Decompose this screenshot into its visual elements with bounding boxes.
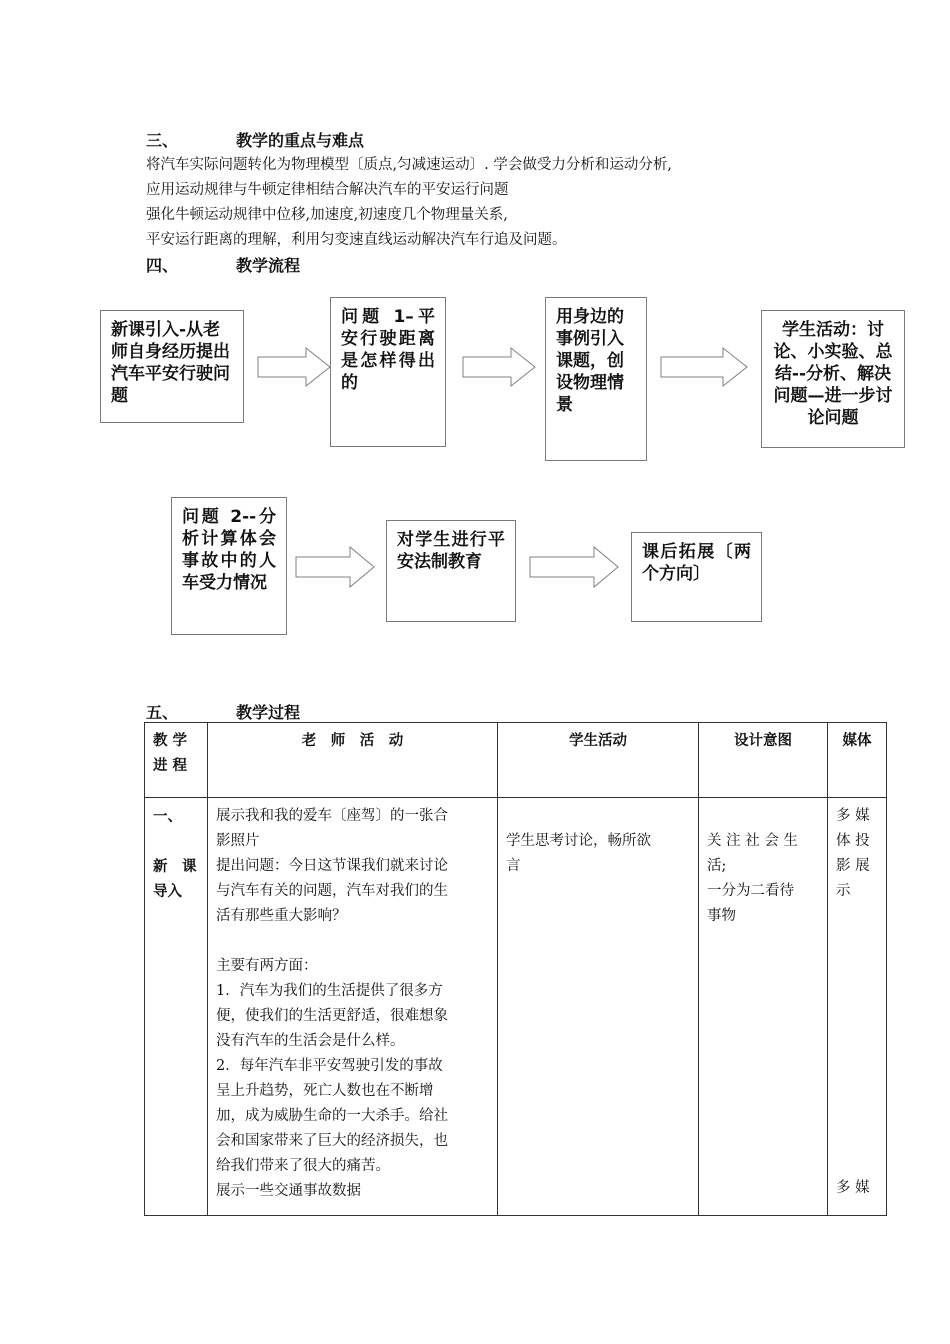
teacher-line: 与汽车有关的问题，汽车对我们的生 — [216, 883, 448, 899]
teacher-line: 加，成为威胁生命的一大杀手。给社 — [216, 1108, 448, 1124]
teacher-line: 会和国家带来了巨大的经济损失，也 — [216, 1133, 448, 1149]
stage-cell — [145, 798, 208, 1216]
section5-heading — [146, 700, 546, 722]
flow-box-extension: 课后拓展〔两个方向〕 — [631, 532, 762, 622]
flow-box-intro: 新课引入-从老师自身经历提出汽车平安行驶问题 — [100, 310, 244, 423]
flow-box-legal-education: 对学生进行平安法制教育 — [386, 520, 516, 622]
teacher-line: 1．汽车为我们的生活提供了很多方 — [216, 983, 443, 999]
teacher-line: 没有汽车的生活会是什么样。 — [216, 1033, 405, 1049]
header-design: 设计意图 — [699, 723, 828, 798]
section3-heading — [146, 128, 546, 150]
flow-arrow-1-icon — [256, 346, 332, 388]
header-stage-line-1: 教 学 — [153, 733, 188, 749]
table-row — [145, 798, 887, 1216]
teaching-process-table — [144, 722, 887, 1216]
section3-title: 教学的重点与难点 — [236, 131, 365, 150]
media-line-1: 多 媒 — [836, 808, 870, 824]
section5-title: 教学过程 — [236, 703, 301, 722]
flow-box-student-activity: 学生活动：讨论、小实验、总结--分析、解决问题—进一步讨论问题 — [761, 310, 905, 448]
teacher-line: 呈上升趋势，死亡人数也在不断增 — [216, 1083, 434, 1099]
section4-heading — [146, 253, 546, 275]
media-line-5: 多 媒 — [836, 1180, 870, 1196]
stage-number: 一、 — [153, 808, 182, 825]
teacher-line: 2．每年汽车非平安驾驶引发的事故 — [216, 1058, 443, 1074]
flow-arrow-2-icon — [461, 346, 537, 388]
teacher-line: 主要有两方面： — [216, 958, 318, 974]
media-line-4: 示 — [836, 883, 851, 899]
section3-line-3: 强化牛顿运动规律中位移,加速度,初速度几个物理量关系, — [146, 207, 508, 223]
flow-box-example: 用身边的事例引入课题，创设物理情景 — [545, 297, 647, 461]
header-teacher: 老 师 活 动 — [208, 723, 498, 798]
design-line-4: 事物 — [707, 908, 736, 924]
flow-box-question2: 问题 2--分析计算体会事故中的人车受力情况 — [171, 497, 287, 635]
student-line-2: 言 — [506, 858, 521, 874]
design-intent-cell — [699, 798, 828, 1216]
student-line-1: 学生思考讨论，畅所欲 — [506, 833, 651, 849]
section3-line-1: 将汽车实际问题转化为物理模型〔质点,匀减速运动〕. 学会做受力分析和运动分析, — [146, 157, 672, 173]
student-activity-cell — [498, 798, 699, 1216]
teacher-line-blank — [216, 929, 489, 954]
flow-arrow-5-icon — [528, 545, 620, 589]
teacher-line: 展示我和我的爱车〔座驾〕的一张合 — [216, 808, 448, 824]
header-stage — [145, 723, 208, 798]
section4-number: 四、 — [146, 256, 179, 275]
header-student: 学生活动 — [498, 723, 699, 798]
header-stage-line-2: 进 程 — [153, 758, 188, 774]
flow-arrow-4-icon — [294, 545, 376, 589]
design-line-1: 关 注 社 会 生 — [707, 833, 798, 849]
design-line-3: 一分为二看待 — [707, 883, 794, 899]
teacher-line: 展示一些交通事故数据 — [216, 1183, 361, 1199]
design-line-2: 活; — [707, 858, 727, 874]
media-cell — [828, 798, 887, 1216]
stage-name-line-1: 新 课 — [153, 858, 197, 875]
stage-name-line-2: 导入 — [153, 883, 182, 900]
teacher-line: 活有那些重大影响？ — [216, 908, 347, 924]
header-media: 媒体 — [828, 723, 887, 798]
section3-number: 三、 — [146, 131, 179, 150]
flow-arrow-3-icon — [659, 346, 749, 388]
flow-box-question1: 问题 1–平安行驶距离是怎样得出的 — [330, 297, 446, 447]
section3-line-2: 应用运动规律与牛顿定律相结合解决汽车的平安运行问题 — [146, 182, 509, 198]
section4-title: 教学流程 — [236, 256, 301, 275]
teacher-line: 影照片 — [216, 833, 260, 849]
teacher-activity-cell — [208, 798, 498, 1216]
section5-number: 五、 — [146, 703, 179, 722]
teacher-line: 提出问题：今日这节课我们就来讨论 — [216, 858, 448, 874]
media-line-2: 体 投 — [836, 833, 870, 849]
table-header-row — [145, 723, 887, 798]
teacher-line: 便，使我们的生活更舒适，很难想象 — [216, 1008, 448, 1024]
media-line-3: 影 展 — [836, 858, 870, 874]
teacher-line: 给我们带来了很大的痛苦。 — [216, 1158, 390, 1174]
section3-line-4: 平安运行距离的理解，利用匀变速直线运动解决汽车行追及问题。 — [146, 232, 567, 248]
